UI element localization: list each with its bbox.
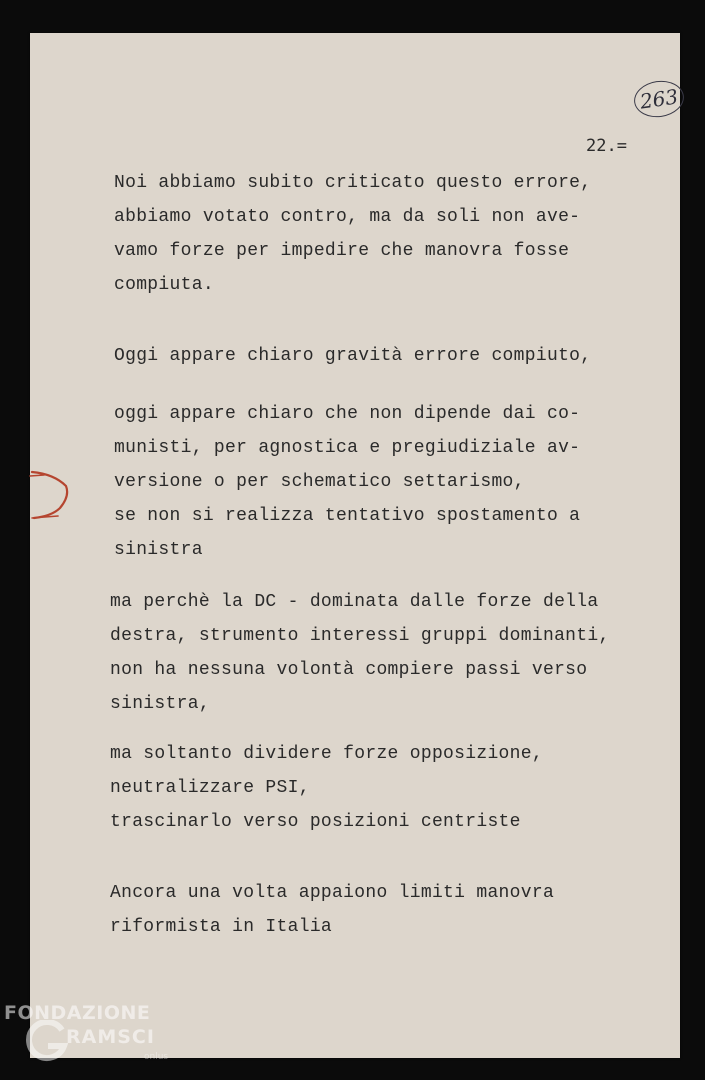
text-line: riformista in Italia [110, 917, 333, 937]
text-line: compiuta. [114, 275, 214, 295]
paragraph-2 [114, 339, 591, 373]
text-line: oggi appare chiaro che non dipende dai co- [114, 404, 581, 424]
archive-stamp: 263 [632, 78, 687, 121]
text-line: versione o per schematico settarismo, [114, 472, 525, 492]
g-logo-icon [24, 1020, 68, 1064]
text-line: sinistra, [110, 694, 210, 714]
text-line: ma perchè la DC - dominata dalle forze della [110, 592, 599, 612]
watermark-line-2: RAMSCI [66, 1026, 155, 1048]
text-line: destra, strumento interessi gruppi dominanti, [110, 626, 610, 646]
text-line: se non si realizza tentativo spostamento a [114, 506, 581, 526]
paragraph-6 [110, 876, 554, 944]
text-line: sinistra [114, 540, 203, 560]
text-line: non ha nessuna volontà compiere passi verso [110, 660, 588, 680]
paragraph-3 [114, 397, 580, 567]
text-line: vamo forze per impedire che manovra fosse [114, 241, 570, 261]
watermark-line-1: FONDAZIONE [4, 1002, 151, 1024]
text-line: Ancora una volta appaiono limiti manovra [110, 883, 555, 903]
text-line: abbiamo votato contro, ma da soli non ave- [114, 207, 581, 227]
fondazione-gramsci-watermark [4, 1000, 194, 1076]
paragraph-1 [114, 166, 591, 302]
text-line: munisti, per agnostica e pregiudiziale av- [114, 438, 581, 458]
paragraph-4 [110, 585, 610, 721]
paragraph-5 [110, 737, 543, 839]
watermark-suffix: onlus [144, 1052, 169, 1062]
text-line: ma soltanto dividere forze opposizione, [110, 744, 543, 764]
text-line: neutralizzare PSI, [110, 778, 310, 798]
text-line: Oggi appare chiaro gravità errore compiuto, [114, 346, 592, 366]
red-pencil-bracket-mark [28, 466, 72, 524]
text-line: Noi abbiamo subito criticato questo errore, [114, 173, 592, 193]
text-line: trascinarlo verso posizioni centriste [110, 812, 521, 832]
page-number: 22.= [586, 136, 627, 156]
